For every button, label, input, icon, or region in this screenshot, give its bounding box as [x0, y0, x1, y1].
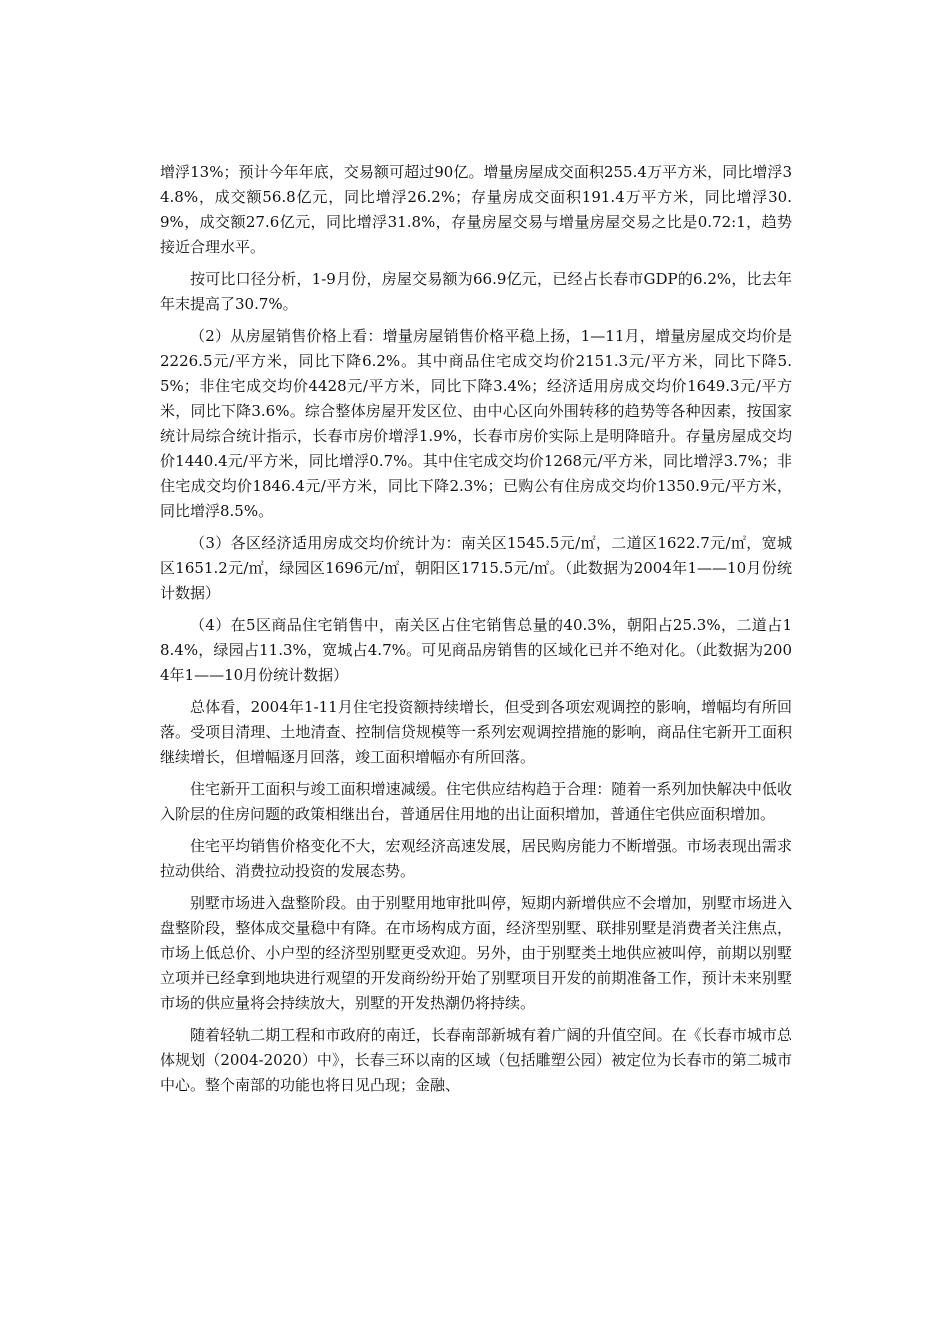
paragraph-overall-investment: 总体看，2004年1-11月住宅投资额持续增长，但受到各项宏观调控的影响，增幅均有所回落。受项目清理、土地清查、控制信贷规模等一系列宏观调控措施的影响，商品住宅新开工面积继续增长，但增幅逐月回落，竣工面积增幅亦有所回落。	[160, 698, 792, 766]
document-page	[160, 160, 792, 1105]
paragraph-south-new-city: 随着轻轨二期工程和市政府的南迁，长春南部新城有着广阔的升值空间。在《长春市城市总体规划（2004-2020）中》，长春三环以南的区域（包括雕塑公园）被定位为长春市的第二城市中心。整个南部的功能也将日见凸现；金融、	[160, 1026, 792, 1094]
paragraph-district-affordable-price: （3）各区经济适用房成交均价统计为：南关区1545.5元/㎡，二道区1622.7元/㎡，宽城区1651.2元/㎡，绿园区1696元/㎡，朝阳区1715.5元/㎡。（此数据为2004年1——10月份统计数据）	[160, 534, 792, 602]
paragraph-sales-price: （2）从房屋销售价格上看：增量房屋销售价格平稳上扬，1—11月，增量房屋成交均价是2226.5元/平方米，同比下降6.2%。其中商品住宅成交均价2151.3元/平方米，同比下降5.5%；非住宅成交均价4428元/平方米，同比下降3.4%；经济适用房成交均价1649.3元/平方米，同比下降3.6%。综合整体房屋开发区位、由中心区向外围转移的趋势等各种因素，按国家统计局综合统计指示，长春市房价增浮1.9%，长春市房价实际上是明降暗升。存量房屋成交均价1440.4元/平方米，同比增浮0.7%。其中住宅成交均价1268元/平方米，同比增浮3.7%；非住宅成交均价1846.4元/平方米，同比下降2.3%；已购公有住房成交均价1350.9元/平方米，同比增浮8.5%。	[160, 327, 792, 520]
paragraph-district-sales-share: （4）在5区商品住宅销售中，南关区占住宅销售总量的40.3%，朝阳占25.3%，二道占18.4%，绿园占11.3%，宽城占4.7%。可见商品房销售的区域化已并不绝对化。（此数据为2004年1——10月份统计数据）	[160, 616, 792, 684]
paragraph-villa-market: 别墅市场进入盘整阶段。由于别墅用地审批叫停，短期内新增供应不会增加，别墅市场进入盘整阶段，整体成交量稳中有降。在市场构成方面，经济型别墅、联排别墅是消费者关注焦点，市场上低总价、小户型的经济型别墅更受欢迎。另外，由于别墅类土地供应被叫停，前期以别墅立项并已经拿到地块进行观望的开发商纷纷开始了别墅项目开发的前期准备工作，预计未来别墅市场的供应量将会持续放大，别墅的开发热潮仍将持续。	[160, 894, 792, 1012]
paragraph-supply-structure: 住宅新开工面积与竣工面积增速减缓。住宅供应结构趋于合理：随着一系列加快解决中低收入阶层的住房问题的政策相继出台，普通居住用地的出让面积增加，普通住宅供应面积增加。	[160, 780, 792, 823]
paragraph-transaction-volume: 增浮13%；预计今年年底，交易额可超过90亿。增量房屋成交面积255.4万平方米，同比增浮34.8%，成交额56.8亿元，同比增浮26.2%；存量房成交面积191.4万平方米，同比增浮30.9%，成交额27.6亿元，同比增浮31.8%，存量房屋交易与增量房屋交易之比是0.72:1，趋势接近合理水平。	[160, 163, 792, 256]
paragraph-average-price: 住宅平均销售价格变化不大，宏观经济高速发展，居民购房能力不断增强。市场表现出需求拉动供给、消费拉动投资的发展态势。	[160, 837, 792, 880]
paragraph-gdp-share: 按可比口径分析，1-9月份，房屋交易额为66.9亿元，已经占长春市GDP的6.2%，比去年年末提高了30.7%。	[160, 270, 792, 313]
